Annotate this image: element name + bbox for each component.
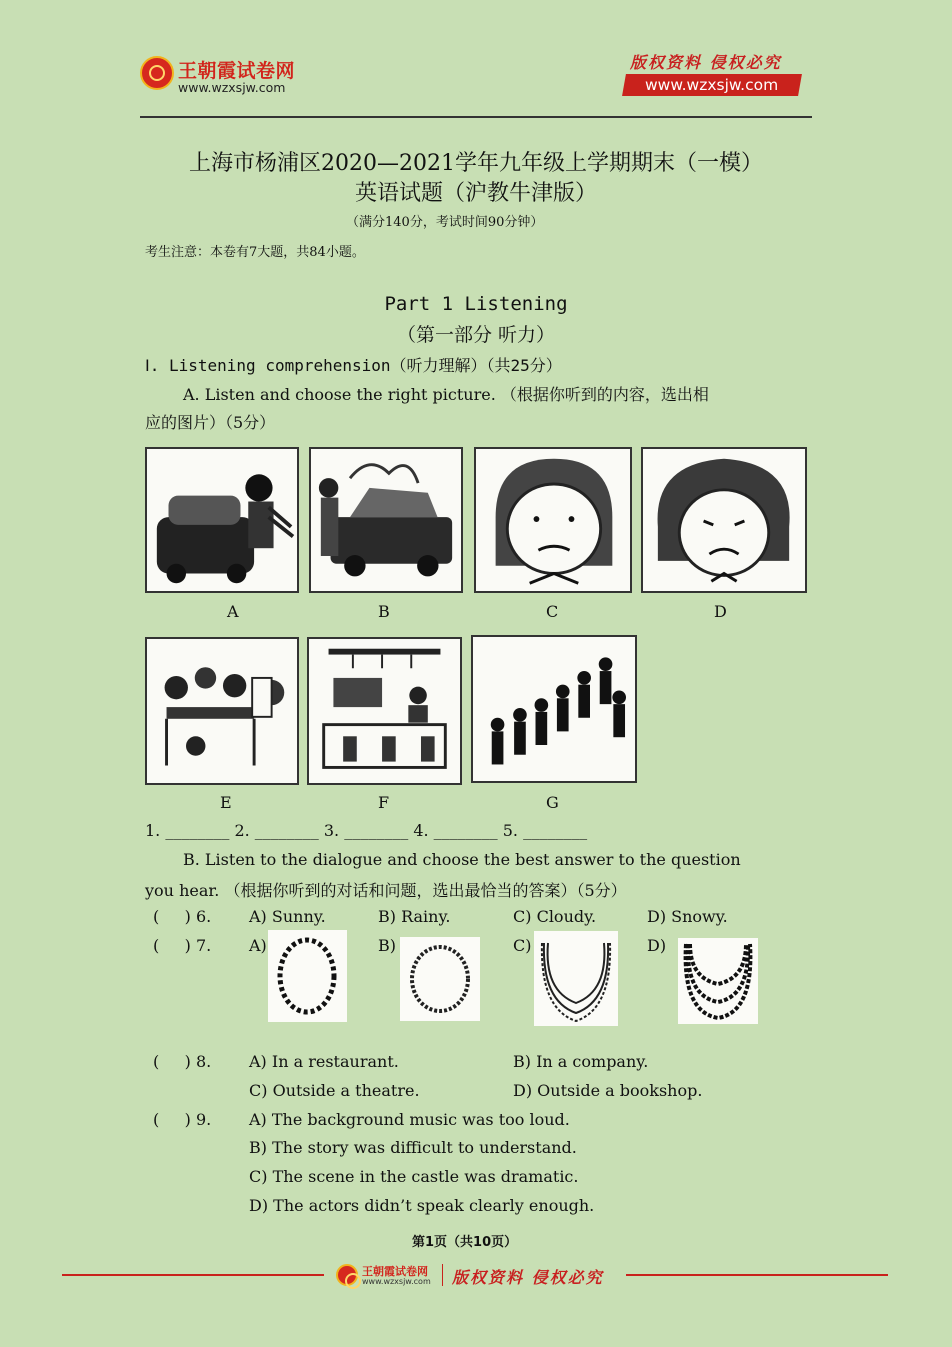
q7-option-c: C) [513,936,532,955]
footer-logo-icon [336,1264,358,1286]
q7-option-a: A) [249,936,267,955]
necklace-c-image [534,931,618,1026]
q8-option-b: B) In a company. [513,1052,649,1071]
section1-heading: Ⅰ. Listening comprehension（听力理解）（共25分） [145,356,562,375]
necklace-b-image [400,937,480,1021]
answer-line-1-5: 1. ________ 2. ________ 3. ________ 4. ________ 5. ________ [145,821,588,840]
q7-option-b: B) [378,936,396,955]
q8-option-a: A) In a restaurant. [249,1052,399,1071]
rights-url-box [622,74,802,96]
rights-url: www.wzxsjw.com [645,76,779,94]
picture-label-f: F [378,793,390,812]
brand-logo-icon [140,56,174,90]
exam-subtitle: （满分140分，考试时间90分钟） [346,215,544,230]
sectionA-line2: 应的图片）（5分） [145,413,276,432]
sectionB-line2: you hear. （根据你听到的对话和问题，选出最恰当的答案）（5分） [145,881,627,900]
footer-brand-name: 王朝霞试卷网 [362,1265,428,1278]
brand-url: www.wzxsjw.com [178,80,286,95]
exam-title-line2: 英语试题（沪教牛津版） [354,181,597,206]
sectionA-line1: A. Listen and choose the right picture. （根据你听到的内容，选出相 [183,385,709,404]
q9-bracket: ( ) 9. [153,1110,212,1129]
footer-divider [442,1264,443,1286]
necklace-a-image [268,930,347,1022]
q9-option-c: C) The scene in the castle was dramatic. [249,1167,579,1186]
q8-option-c: C) Outside a theatre. [249,1081,420,1100]
exam-notice: 考生注意：本卷有7大题，共84小题。 [145,245,365,260]
header-rule [140,116,812,118]
q6-option-c: C) Cloudy. [513,907,597,926]
picture-label-d: D [714,602,727,621]
picture-f-bar [307,637,462,785]
picture-g-queue [471,635,637,783]
exam-title-line1: 上海市杨浦区2020—2021学年九年级上学期期末（一模） [189,151,763,176]
q6-option-a: A) Sunny. [249,907,326,926]
footer-line-right [626,1274,888,1276]
q7-option-d: D) [647,936,667,955]
q8-bracket: ( ) 8. [153,1052,212,1071]
sectionB-line1: B. Listen to the dialogue and choose the best answer to the question [183,850,741,869]
part1-title: Part 1 Listening [384,293,568,315]
picture-c-angry-girl [474,447,632,593]
part1-title-cn: （第一部分 听力） [396,324,556,346]
q9-option-b: B) The story was difficult to understand. [249,1138,577,1157]
picture-e-party [145,637,299,785]
footer-brand-url: www.wzxsjw.com [362,1277,431,1286]
picture-label-c: C [546,602,559,621]
page-number: 第1页（共10页） [412,1235,518,1250]
brand-name: 王朝霞试卷网 [178,60,296,82]
footer-line-left [62,1274,324,1276]
q6-option-b: B) Rainy. [378,907,451,926]
picture-label-a: A [227,602,239,621]
q9-option-d: D) The actors didn’t speak clearly enough. [249,1196,595,1215]
q7-bracket: ( ) 7. [153,936,212,955]
picture-label-b: B [378,602,390,621]
picture-d-sad-girl [641,447,807,593]
q6-bracket: ( ) 6. [153,907,212,926]
q9-option-a: A) The background music was too loud. [249,1110,570,1129]
necklace-d-image [678,938,758,1024]
picture-label-e: E [220,793,232,812]
q8-option-d: D) Outside a bookshop. [513,1081,703,1100]
rights-text: 版权资料 侵权必究 [630,53,782,72]
footer-rights-text: 版权资料 侵权必究 [452,1268,604,1287]
picture-b-broken-car [309,447,463,593]
picture-label-g: G [546,793,559,812]
picture-a-car-thief [145,447,299,593]
q6-option-d: D) Snowy. [647,907,728,926]
